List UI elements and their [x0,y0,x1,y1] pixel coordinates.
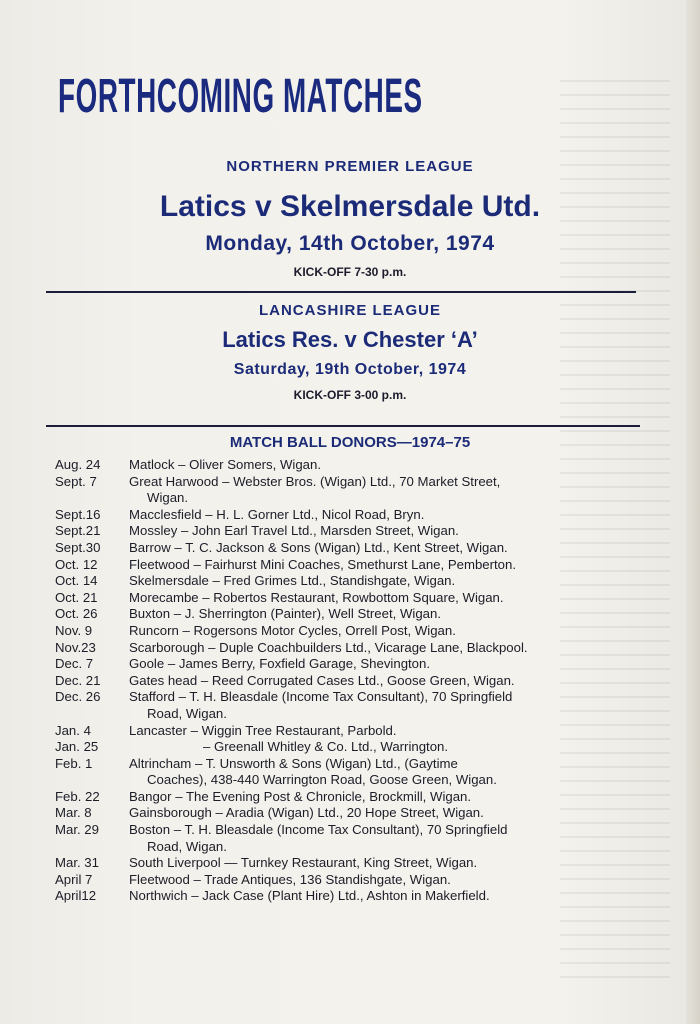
list-item [55,507,635,524]
fixture-main: Latics v Skelmersdale Utd. [159,190,541,223]
fixture-main-date: Monday, 14th October, 1974 [205,232,495,255]
page-edge [686,0,700,1024]
fixture-main-kickoff: KICK-OFF 7-30 p.m. [293,265,407,279]
donor-date: Sept.16 [55,506,101,522]
league-name-northern: NORTHERN PREMIER LEAGUE [226,158,474,175]
donor-text [129,888,635,905]
donor-text [129,739,635,756]
donor-text-line: Runcorn – Rogersons Motor Cycles, Orrell Post, Wigan. [129,622,456,638]
donor-text-line: Morecambe – Robertos Restaurant, Rowbottom Square, Wigan. [129,589,504,605]
donor-text [129,606,635,623]
donor-date: Feb. 1 [55,755,93,771]
list-item [55,673,635,690]
list-item [55,573,635,590]
donor-date: Aug. 24 [55,457,101,472]
donor-text-line: Goole – James Berry, Foxfield Garage, Shevington. [129,656,431,672]
list-item [55,888,635,905]
list-item [55,805,635,822]
donor-date: Oct. 12 [55,556,98,572]
page-title: FORTHCOMING MATCHES [58,70,423,123]
donor-text-line: Macclesfield – H. L. Gorner Ltd., Nicol Road, Bryn. [129,506,425,522]
donor-text-line: Fleetwood – Fairhurst Mini Coaches, Smethurst Lane, Pemberton. [129,556,517,572]
donor-text [129,872,635,889]
donor-text-continuation: Wigan. [147,490,189,506]
donor-text-line: Altrincham – T. Unsworth & Sons (Wigan) Ltd., (Gaytime [129,755,458,771]
donor-text-line: – Greenall Whitley & Co. Ltd., Warrington. [203,739,449,755]
donor-text-line: Mossley – John Earl Travel Ltd., Marsden Street, Wigan. [129,523,459,539]
league-name-lancashire: LANCASHIRE LEAGUE [258,302,441,319]
list-item [55,540,635,557]
list-item [55,723,635,740]
donor-text-line: Matlock – Oliver Somers, Wigan. [129,457,322,472]
list-item [55,606,635,623]
list-item [55,855,635,872]
donor-date: Oct. 14 [55,573,98,589]
donor-text-line: Barrow – T. C. Jackson & Sons (Wigan) Ltd., Kent Street, Wigan. [129,539,508,555]
list-item [55,789,635,806]
list-item [55,590,635,607]
donor-date: April12 [55,888,97,904]
list-item [55,474,635,507]
list-item [55,656,635,673]
donor-text [129,789,635,806]
divider [46,291,636,293]
donor-text-continuation: Road, Wigan. [147,705,227,721]
list-item [55,689,635,722]
donor-date: Nov. 9 [55,622,93,638]
donor-date: Sept.21 [55,523,101,539]
list-item [55,557,635,574]
donor-text [129,590,635,607]
donor-text-line: Buxton – J. Sherrington (Painter), Well Street, Wigan. [129,606,441,622]
donor-date: Sept.30 [55,539,101,555]
donor-text [129,623,635,640]
donor-date: Jan. 4 [55,722,91,738]
donor-text-line: Lancaster – Wiggin Tree Restaurant, Parbold. [129,722,397,738]
donor-text-line: Scarborough – Duple Coachbuilders Ltd., Vicarage Lane, Blackpool. [129,639,528,655]
donor-text [129,673,635,690]
donor-date: Mar. 31 [55,855,99,871]
donor-date: Dec. 7 [55,656,94,672]
donor-date: Feb. 22 [55,788,100,804]
donor-text-line: Northwich – Jack Case (Plant Hire) Ltd., Ashton in Makerfield. [129,888,490,904]
donor-text-line: Bangor – The Evening Post & Chronicle, Brockmill, Wigan. [129,788,472,804]
donor-text-line: Gainsborough – Aradia (Wigan) Ltd., 20 Hope Street, Wigan. [129,805,484,821]
list-item [55,872,635,889]
donor-text-line: Fleetwood – Trade Antiques, 136 Standishgate, Wigan. [129,871,451,887]
fixture-reserves-kickoff: KICK-OFF 3-00 p.m. [293,388,407,402]
donor-date: Dec. 21 [55,672,101,688]
donor-text [129,656,635,673]
donor-date: Sept. 7 [55,473,97,489]
list-item [55,739,635,756]
donor-text-line: Gates head – Reed Corrugated Cases Ltd., Goose Green, Wigan. [129,672,515,688]
donor-date: April 7 [55,871,93,887]
donor-text [129,474,635,491]
donor-text [129,723,635,740]
donor-text-line: Stafford – T. H. Bleasdale (Income Tax Consultant), 70 Springfield [129,689,513,705]
donor-text-continuation: Coaches), 438-440 Warrington Road, Goose Green, Wigan. [147,772,497,788]
donor-text [129,507,635,524]
donors-heading: MATCH BALL DONORS—1974–75 [229,434,471,451]
donor-text [129,822,635,839]
donor-text-line: Skelmersdale – Fred Grimes Ltd., Standishgate, Wigan. [129,573,456,589]
donor-text [129,689,635,706]
donor-text-line: Great Harwood – Webster Bros. (Wigan) Ltd., 70 Market Street, [129,473,501,489]
donor-text [129,540,635,557]
donor-text-line: Boston – T. H. Bleasdale (Income Tax Consultant), 70 Springfield [129,822,508,838]
donor-date: Oct. 26 [55,606,98,622]
donor-text [129,640,635,657]
donor-date: Nov.23 [55,639,96,655]
donor-text [129,523,635,540]
list-item [55,523,635,540]
donor-text [129,855,635,872]
donor-text-continuation: Road, Wigan. [147,838,227,854]
donor-date: Mar. 8 [55,805,92,821]
donor-date: Mar. 29 [55,822,99,838]
list-item [55,756,635,789]
donor-date: Jan. 25 [55,739,99,755]
donor-text [129,756,635,773]
donor-text [129,573,635,590]
donor-text-line: South Liverpool — Turnkey Restaurant, King Street, Wigan. [129,855,478,871]
donor-date: Oct. 21 [55,589,98,605]
divider [46,425,640,427]
donor-text [129,457,635,474]
list-item [55,457,635,474]
donor-text [129,805,635,822]
fixture-reserves-date: Saturday, 19th October, 1974 [233,361,467,378]
fixture-reserves: Latics Res. v Chester ‘A’ [222,327,478,352]
list-item [55,623,635,640]
donors-list [55,457,635,905]
donor-text [129,557,635,574]
list-item [55,640,635,657]
list-item [55,822,635,855]
donor-date: Dec. 26 [55,689,101,705]
